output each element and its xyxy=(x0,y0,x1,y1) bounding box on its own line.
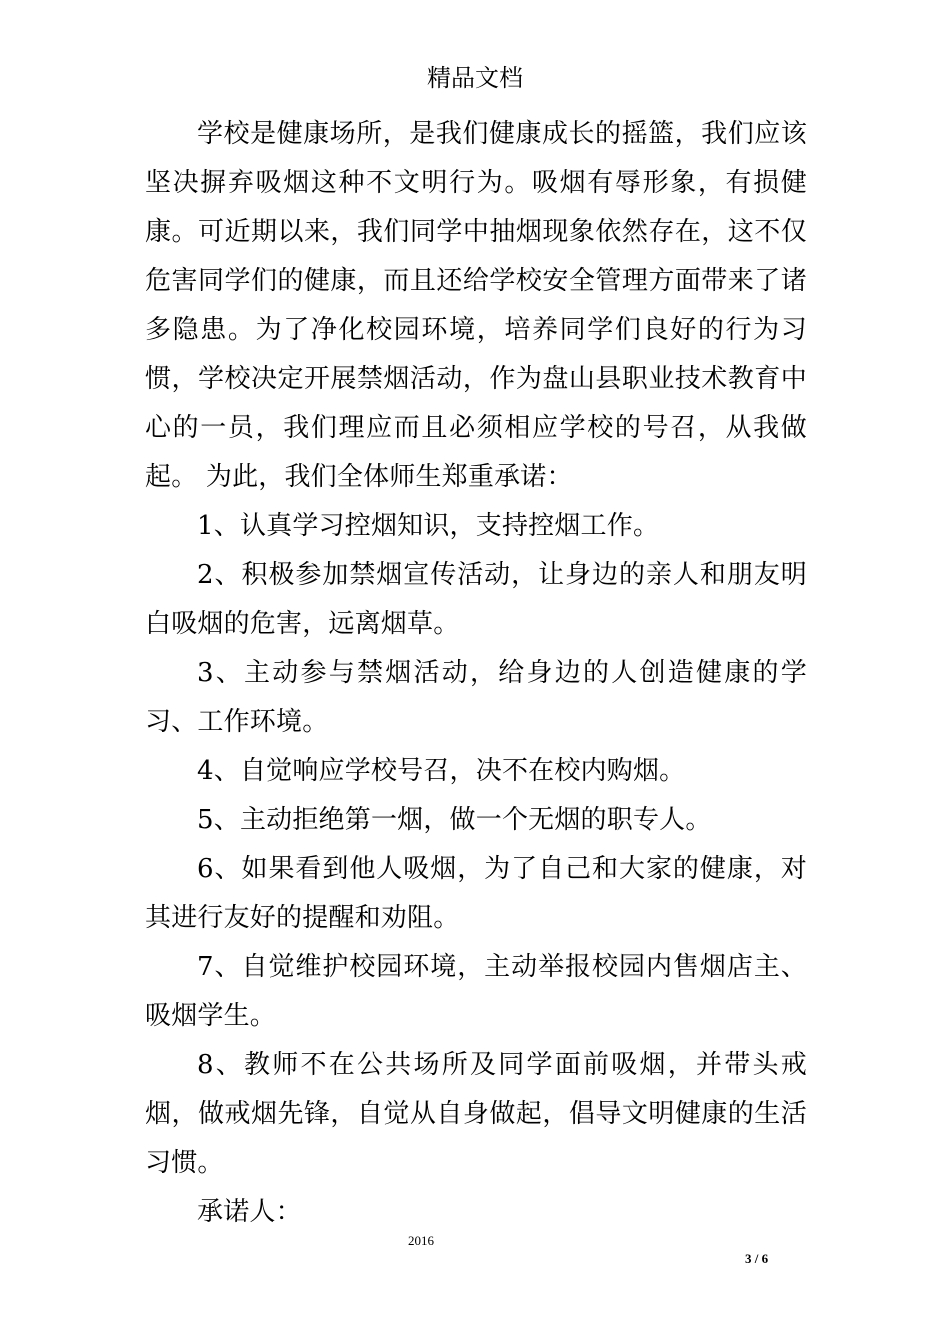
pledge-item-4: 4、自觉响应学校号召，决不在校内购烟。 xyxy=(197,756,686,786)
intro-paragraph: 学校是健康场所，是我们健康成长的摇篮，我们应该坚决摒弃吸烟这种不文明行为。吸烟有辱形象，有损健康。可近期以来，我们同学中抽烟现象依然存在，这不仅危害同学们的健康，而且还给学校安全管理方面带来了诸多隐患。为了净化校园环境，培养同学们良好的行为习惯，学校决定开展禁烟活动，作为盘山县职业技术教育中心的一员，我们理应而且必须相应学校的号召，从我做起。 为此，我们全体师生郑重承诺： xyxy=(145,119,807,492)
signature-line: 承诺人： xyxy=(197,1197,302,1227)
pledge-item-2: 2、积极参加禁烟宣传活动，让身边的亲人和朋友明白吸烟的危害，远离烟草。 xyxy=(145,560,807,639)
pledge-item-6: 6、如果看到他人吸烟，为了自己和大家的健康，对其进行友好的提醒和劝阻。 xyxy=(145,854,807,933)
footer-year: 2016 xyxy=(408,1233,434,1248)
pledge-item-5: 5、主动拒绝第一烟，做一个无烟的职专人。 xyxy=(197,805,712,835)
pledge-item-3: 3、主动参与禁烟活动，给身边的人创造健康的学习、工作环境。 xyxy=(145,658,807,737)
pledge-item-8: 8、教师不在公共场所及同学面前吸烟，并带头戒烟，做戒烟先锋，自觉从自身做起，倡导文明健康的生活习惯。 xyxy=(145,1050,807,1178)
page-number: 3 / 6 xyxy=(745,1251,769,1266)
pledge-item-7: 7、自觉维护校园环境，主动举报校园内售烟店主、吸烟学生。 xyxy=(145,952,807,1031)
pledge-item-1: 1、认真学习控烟知识，支持控烟工作。 xyxy=(197,511,660,541)
document-body xyxy=(145,110,807,1237)
page-header-title: 精品文档 xyxy=(427,64,523,92)
